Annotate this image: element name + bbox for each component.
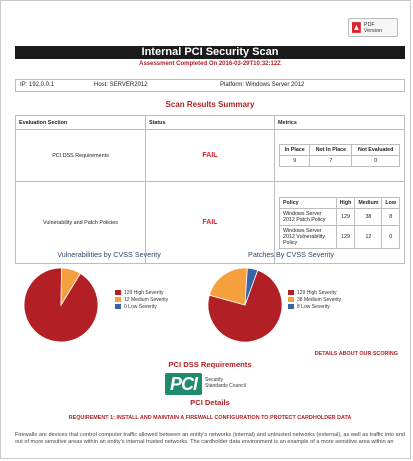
pci-logo-line: Standards Council [205,383,246,389]
host-name: Host: SERVER2012 [94,82,148,88]
policy-low: 0 [382,225,400,248]
column-header: Metrics [275,116,405,130]
legend-label: 38 Medium Severity [297,296,342,303]
pdf-version-button[interactable] [348,18,398,37]
policy-low: 8 [382,208,400,225]
vuln-legend [115,289,168,310]
legend-item [115,296,168,303]
policy-high: 129 [336,225,355,248]
legend-item [288,289,341,296]
policy-row [280,208,400,225]
policy-header: High [336,197,355,208]
legend-item [288,296,341,303]
legend-swatch [115,290,121,295]
legend-swatch [288,290,294,295]
pci-logo-text [205,378,246,389]
vuln-pie-chart [21,265,101,345]
metrics-value: 0 [352,156,400,167]
metrics-header: Not In Place [310,145,352,156]
page-title: Internal PCI Security Scan [15,46,405,59]
policy-table [279,197,400,249]
metrics-value: 7 [310,156,352,167]
host-info-row [15,79,405,92]
policy-header: Medium [355,197,382,208]
metrics-header: In Place [280,145,310,156]
legend-label: 129 High Severity [297,289,337,296]
requirement-1-body: Firewalls are devices that control computer traffic allowed between an entity's networks (internal) and untrusted networks (external), as well as traffic into and out of more sensitive areas within an entity's internal trusted networks. The cardholder data environment is an example of a more sensitive area within an [15,432,405,445]
legend-swatch [288,297,294,302]
metrics-cell [275,130,405,182]
details-scoring-link[interactable]: DETAILS ABOUT OUR SCORING [314,351,398,357]
legend-swatch [115,304,121,309]
status-badge: FAIL [146,182,275,264]
status-badge: FAIL [146,130,275,182]
pci-logo [165,373,251,395]
pdf-icon [352,22,361,33]
assessment-timestamp: Assessment Completed On 2016-03-29T10:32:12Z [139,61,281,67]
legend-swatch [115,297,121,302]
policy-medium: 38 [355,208,382,225]
legend-item [115,289,168,296]
platform-name: Platform: Windows Server 2012 [220,82,305,88]
policy-header: Policy [280,197,337,208]
patch-chart-title: Patches By CVSS Severity [248,250,334,259]
policy-row [280,225,400,248]
policy-medium: 12 [355,225,382,248]
requirement-1-title: REQUIREMENT 1: INSTALL AND MAINTAIN A FIREWALL CONFIGURATION TO PROTECT CARDHOLDER DATA [68,415,352,421]
metrics-header: Not Evaluated [352,145,400,156]
policy-high: 129 [336,208,355,225]
ip-address: IP: 192.0.0.1 [20,82,55,88]
legend-label: 0 Low Severity [124,303,157,310]
patch-pie-chart [205,265,285,345]
legend-label: 8 Low Severity [297,303,330,310]
policy-name: Windows Server 2012 Vulnerability Policy [280,225,337,248]
table-row [16,130,405,182]
pdf-version-label: PDF Version [363,21,383,34]
results-table [15,115,405,264]
column-header: Evaluation Section [16,116,146,130]
legend-swatch [288,304,294,309]
pci-logo-mark: PCI [165,373,202,395]
pci-logo-line: Security [205,377,224,384]
metrics-value: 9 [280,156,310,167]
section-name: Vulnerability and Patch Policies [16,182,146,264]
column-header: Status [146,116,275,130]
legend-label: 129 High Severity [124,289,164,296]
vuln-chart-title: Vulnerabilities by CVSS Severity [57,250,161,259]
legend-label: 12 Medium Severity [124,296,169,303]
summary-title: Scan Results Summary [165,100,255,109]
requirements-title: PCI DSS Requirements [168,360,252,369]
legend-item [115,303,168,310]
section-name: PCI DSS Requirements [16,130,146,182]
metrics-table [279,144,400,167]
policy-name: Windows Server 2012 Patch Policy [280,208,337,225]
pci-details-title: PCI Details [190,398,230,407]
policy-header: Low [382,197,400,208]
legend-item [288,303,341,310]
patch-legend [288,289,341,310]
